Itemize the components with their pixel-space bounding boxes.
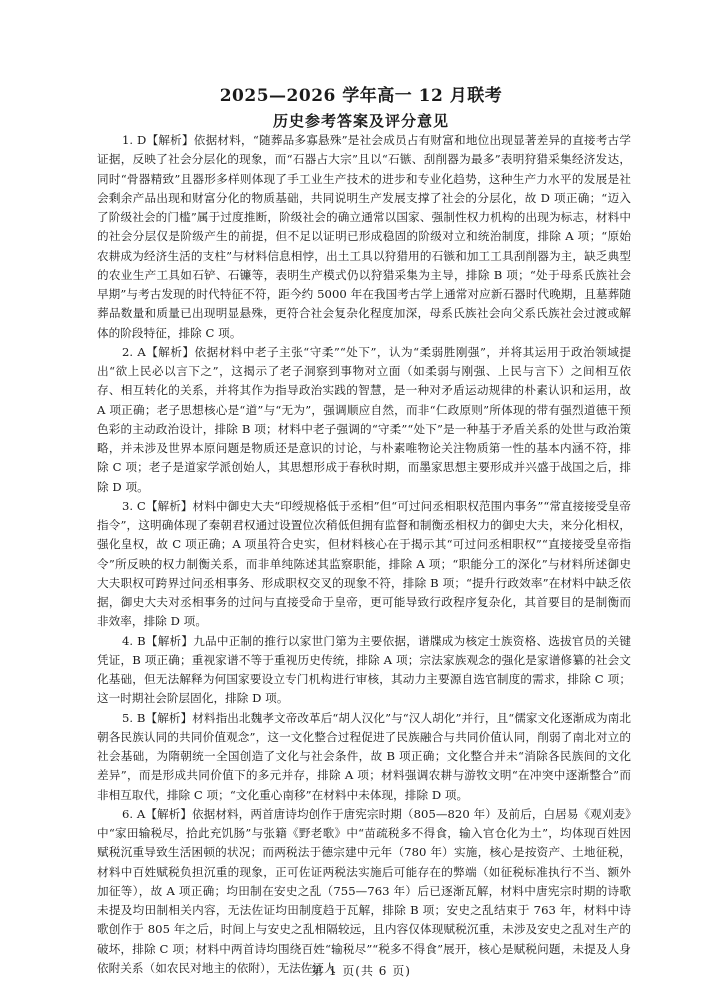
answer-item-4: 4. B【解析】九品中正制的推行以家世门第为主要依据，谱牒成为核定士族资格、选拔官员的关键凭证，B 项正确；重视家谱不等于重视历史传统，排除 A 项；宗法家族观念的强化是家谱修纂的社会文化基础，但无法解释为何国家要设立专门机构进行审核，其动力主要源自选官制度的需求，排除 C 项；这一时期社会阶层固化，排除 D 项。 bbox=[97, 633, 631, 706]
document-subtitle: 历史参考答案及评分意见 bbox=[272, 112, 449, 130]
answer-item-3: 3. C【解析】材料中御史大夫“印绶规格低于丞相”但“可过问丞相职权范围内事务”“常直接接受皇帝指令”，这明确体现了秦朝君权通过设置位次稍低但拥有监督和制衡丞相权力的御史大夫，来分化相权，强化皇权，故 C 项正确；A 项虽符合史实，但材料核心在于揭示其“可过问丞相职权”“直接接受皇帝指令”所反映的权力制衡关系，而非单纯陈述其监察职能，排除 A 项；“职能分工的深化”与材料所述御史大夫职权可跨界过问丞相事务、形成职权交叉的现象不符，排除 B 项；“提升行政效率”在材料中缺乏依据，御史大夫对丞相事务的过问与直接受命于皇帝，更可能导致行政程序复杂化，其首要目的是制衡而非效率，排除 D 项。 bbox=[97, 498, 631, 629]
answer-item-5: 5. B【解析】材料指出北魏孝文帝改革后“胡人汉化”与“汉人胡化”并行，且“儒家文化逐渐成为南北朝各民族认同的共同价值观念”，这一文化整合过程促进了民族融合与共同价值认同，削弱了南北对立的社会基础，为隋朝统一全国创造了文化与社会条件，故 B 项正确；文化整合并未“消除各民族间的文化差异”，而是形成共同价值下的多元并存，排除 A 项；材料强调农耕与游牧文明“在冲突中逐渐整合”而非相互取代，排除 C 项；“文化重心南移”在材料中未体现，排除 D 项。 bbox=[97, 710, 631, 802]
answer-item-1: 1. D【解析】依据材料，“随葬品多寡悬殊”是社会成员占有财富和地位出现显著差异的直接考古学证据，反映了社会分层化的现象，而“石器占大宗”且以“石镞、刮削器为最多”表明狩猎采集经济发达，同时“骨器精致”且器形多样则体现了手工业生产技术的进步和专业化趋势，这种生产力水平的发展是社会剩余产品出现和财富分化的物质基础，共同说明生产发展支撑了社会的分层化，故 D 项正确；“迈入了阶级社会的门槛”属于过度推断，阶级社会的确立通常以国家、强制性权力机构的出现为标志，材料中的社会分层仅是阶级产生的前提，但不足以证明已形成稳固的阶级对立和统治制度，排除 A 项；“原始农耕成为经济生活的支柱”与材料信息相悖，出土工具以狩猎用的石镞和加工工具刮削器为主，缺乏典型的农业生产工具如石铲、石镰等，表明生产模式仍以狩猎采集为主导，排除 B 项；“处于母系氏族社会早期”与考古发现的时代特征不符，距今约 5000 年在我国考古学上通常对应新石器时代晚期，且墓葬随葬品数量和质量已出现明显悬殊，更符合社会复杂化程度加深，母系氏族社会向父系氏族社会过渡或解体的阶段特征，排除 C 项。 bbox=[97, 133, 631, 340]
document-title: 2025—2026 学年高一 12 月联考 bbox=[219, 86, 503, 106]
answer-list bbox=[97, 131, 631, 978]
page-number: 第 1 页(共 6 页) bbox=[311, 964, 411, 978]
answer-item-2: 2. A【解析】依据材料中老子主张“守柔”“处下”，认为“柔弱胜刚强”，并将其运用于政治领域提出“欲上民必以言下之”，这揭示了老子洞察到事物对立面（如柔弱与刚强、上民与言下）之间相互依存、相互转化的关系，并将其作为指导政治实践的智慧，是一种对矛盾运动规律的朴素认识和运用，故 A 项正确；老子思想核心是“道”与“无为”，强调顺应自然，而非“仁政原则”所体现的带有强烈道德干预色彩的主动政治设计，排除 B 项；材料中老子强调的“守柔”“处下”是一种基于矛盾关系的处世与政治策略，并未涉及世界本原问题是物质还是意识的讨论，与朴素唯物论关注物质第一性的基本内涵不符，排除 C 项；老子是道家学派创始人，其思想形成于春秋时期，而墨家思想主要形成并兴盛于战国之后，排除 D 项。 bbox=[97, 344, 631, 494]
answer-item-6: 6. A【解析】依据材料，两首唐诗均创作于唐宪宗时期（805—820 年）及前后，白居易《观刈麦》中“家田输税尽，拾此充饥肠”与张籍《野老歌》中“苗疏税多不得食，输入官仓化为土”，均体现百姓因赋税沉重导致生活困顿的状况；而两税法于德宗建中元年（780 年）实施，核心是按资产、土地征税，材料中百姓赋税负担沉重的现象，正可佐证两税法实施后可能存在的弊端（如征税标准执行不当、额外加征等），故 A 项正确；均田制在安史之乱（755—763 年）后已逐渐瓦解，材料中唐宪宗时期的诗歌未提及均田制相关内容，无法佐证均田制度趋于瓦解，排除 B 项；安史之乱结束于 763 年，材料中诗歌创作于 805 年之后，时间上与安史之乱相隔较远，且内容仅体现赋税沉重，未涉及安史之乱对生产的破坏，排除 C 项；材料中两首诗均围绕百姓“输税尽”“税多不得食”展开，核心是赋税问题，未提及人身依附关系（如农民对地主的依附），无法佐证人 bbox=[97, 806, 631, 975]
